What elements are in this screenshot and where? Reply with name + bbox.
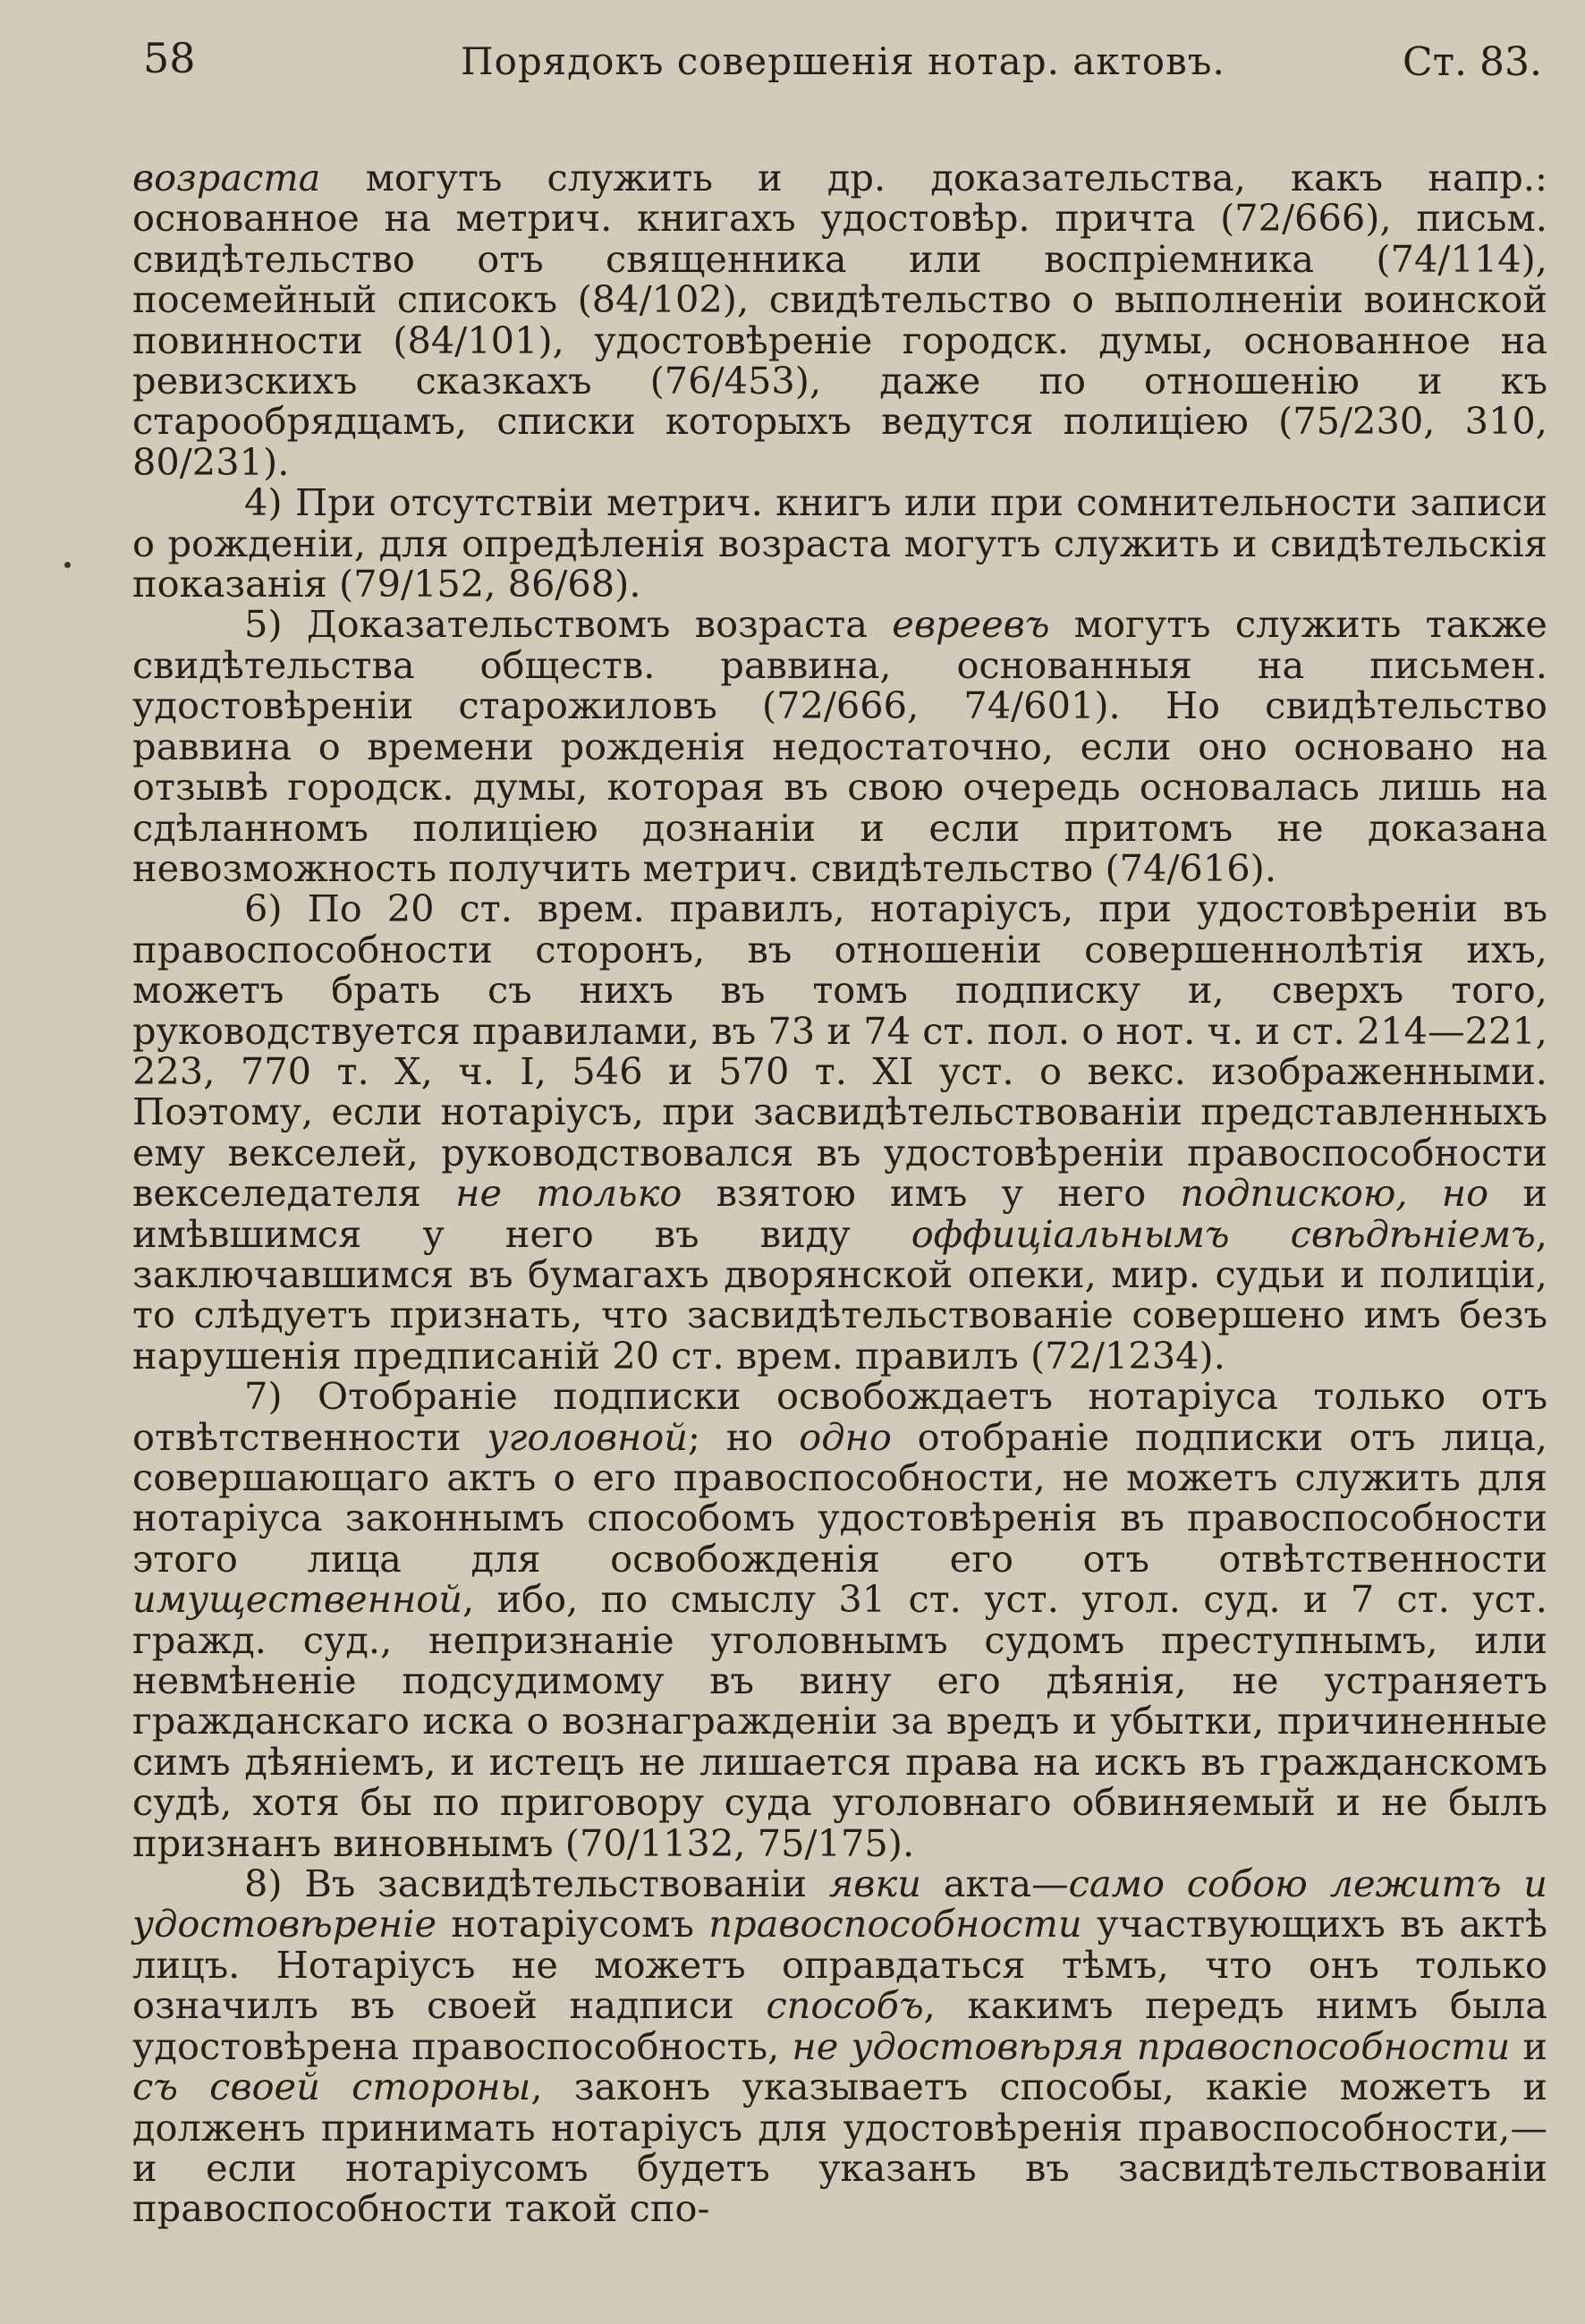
text-run: 5) Доказательствомъ возраста (244, 602, 893, 647)
text-run: отобраніе подписки отъ лица, совершающаго актъ о его правоспособности, не можетъ служить для нотаріуса законнымъ способомъ удостовѣренія въ правоспособности этого лица для освобожденія его отъ отвѣтственности (132, 1414, 1547, 1581)
italic-text: подпискою, но (1180, 1171, 1489, 1216)
text-run: акта— (920, 1862, 1069, 1906)
body-text (132, 157, 1547, 2229)
text-run: 4) При отсутствіи метрич. книгъ или при сомнительности записи о рожденіи, для опредѣленія возраста могутъ служить и свидѣтельскія показанія (79/152, 86/68). (132, 480, 1547, 606)
italic-text: способъ (766, 1983, 924, 2028)
text-run: и имѣвшимся у него въ виду (132, 1171, 1547, 1256)
text-run: , заключавшимся въ бумагахъ дворянской опеки, мир. судьи и полиціи, то слѣдуетъ признать, что засвидѣтельствованіе совершено имъ безъ нарушенія предписаній 20 ст. врем. правилъ (72/1234). (132, 1211, 1547, 1378)
italic-text: уголовной (487, 1414, 689, 1459)
text-run: могутъ служить также свидѣтельства обществ. раввина, основанныя на письмен. удостовѣреніи старожиловъ (72/666, 74/601). Но свидѣтельство раввина о времени рожденія недостаточно, если оно основано на отзывѣ городск. думы, которая въ свою очередь основалась лишь на сдѣланномъ полиціею дознаніи и если притомъ не доказана невозможность получить метрич. свидѣтельство (74/616). (132, 602, 1547, 890)
text-run: 7) Отобраніе подписки освобождаетъ нотаріуса только отъ отвѣтственности (132, 1374, 1547, 1459)
paragraph (132, 888, 1547, 1376)
text-run: могутъ служить и др. доказательства, какъ напр.: основанное на метрич. книгахъ удостовѣр. причта (72/666), письм. свидѣтельство отъ священника или воспріемника (74/114), посемейный списокъ (84/102), свидѣтельство о выполненіи воинской повинности (84/101), удостовѣреніе городск. думы, основанное на ревизскихъ сказкахъ (76/453), даже по отношенію и къ старообрядцамъ, списки которыхъ ведутся полиціею (75/230, 310, 80/231). (132, 156, 1547, 484)
italic-text: одно (799, 1414, 892, 1459)
text-run: взятою имъ у него (682, 1171, 1181, 1216)
text-run: нотаріусомъ (437, 1902, 709, 1947)
text-run: ; но (688, 1414, 800, 1459)
italic-text: имущественной (132, 1577, 463, 1622)
paragraph (132, 1863, 1547, 2229)
italic-text: евреевъ (892, 602, 1050, 647)
italic-text: не удостовѣряя правоспособности (792, 2023, 1511, 2068)
text-run: 6) По 20 ст. врем. правилъ, нотаріусъ, при удостовѣреніи въ правоспособности сторонъ, въ отношеніи совершеннолѣтія ихъ, можетъ брать съ нихъ въ томъ подписку и, сверхъ того, руководствуется правилами, въ 73 и 74 ст. пол. о нот. ч. и ст. 214—221, 223, 770 т. X, ч. I, 546 и 570 т. XI уст. о векс. изображенными. Поэтому, если нотаріусъ, при засвидѣтельствованіи представленныхъ ему векселей, руководствовался въ удостовѣреніи правоспособности векселедателя (132, 886, 1547, 1216)
italic-text: явки (828, 1862, 921, 1906)
text-run: , законъ указываетъ способы, какіе можетъ и долженъ принимать нотаріусъ для удостовѣренія правоспособности,—и если нотаріусомъ будетъ указанъ въ засвидѣтельствованіи правоспособности такой спо- (132, 2065, 1547, 2231)
text-run: , ибо, по смыслу 31 ст. уст. угол. суд. и 7 ст. уст. гражд. суд., непризнаніе уголовнымъ судомъ преступнымъ, или невмѣненіе подсудимому въ вину его дѣянія, не устраняетъ гражданскаго иска о вознагражденіи за вредъ и убытки, причиненные симъ дѣяніемъ, и истецъ не лишается права на искъ въ гражданскомъ судѣ, хотя бы по приговору суда уголовнаго обвиняемый и не былъ признанъ виновнымъ (70/1132, 75/175). (132, 1577, 1547, 1865)
italic-text: оффиціальнымъ свѣдѣніемъ (911, 1211, 1536, 1256)
page-header (143, 34, 1549, 97)
paragraph (132, 157, 1547, 482)
text-run: , какимъ передъ нимъ была удостовѣрена правоспособность, (132, 1983, 1547, 2068)
italic-text: съ своей стороны (132, 2065, 531, 2109)
italic-text: не только (455, 1171, 682, 1216)
paragraph (132, 482, 1547, 604)
italic-text: возраста (132, 156, 321, 199)
page-number: 58 (143, 34, 196, 82)
article-reference: Ст. 83. (1403, 39, 1542, 85)
italic-text: правоспособности (708, 1902, 1082, 1947)
running-title: Порядокъ совершенія нотар. актовъ. (461, 39, 1225, 83)
margin-dot (64, 562, 71, 568)
italic-text: само собою лежитъ и удостовѣреніе (132, 1862, 1548, 1947)
text-run: 8) Въ засвидѣтельствованіи (244, 1862, 829, 1906)
text-run: участвующихъ въ актѣ лицъ. Нотаріусъ не можетъ оправдаться тѣмъ, что онъ только означилъ въ своей надписи (132, 1902, 1547, 2028)
paragraph (132, 1376, 1547, 1863)
text-run: и (1510, 2023, 1547, 2068)
paragraph (132, 604, 1547, 888)
